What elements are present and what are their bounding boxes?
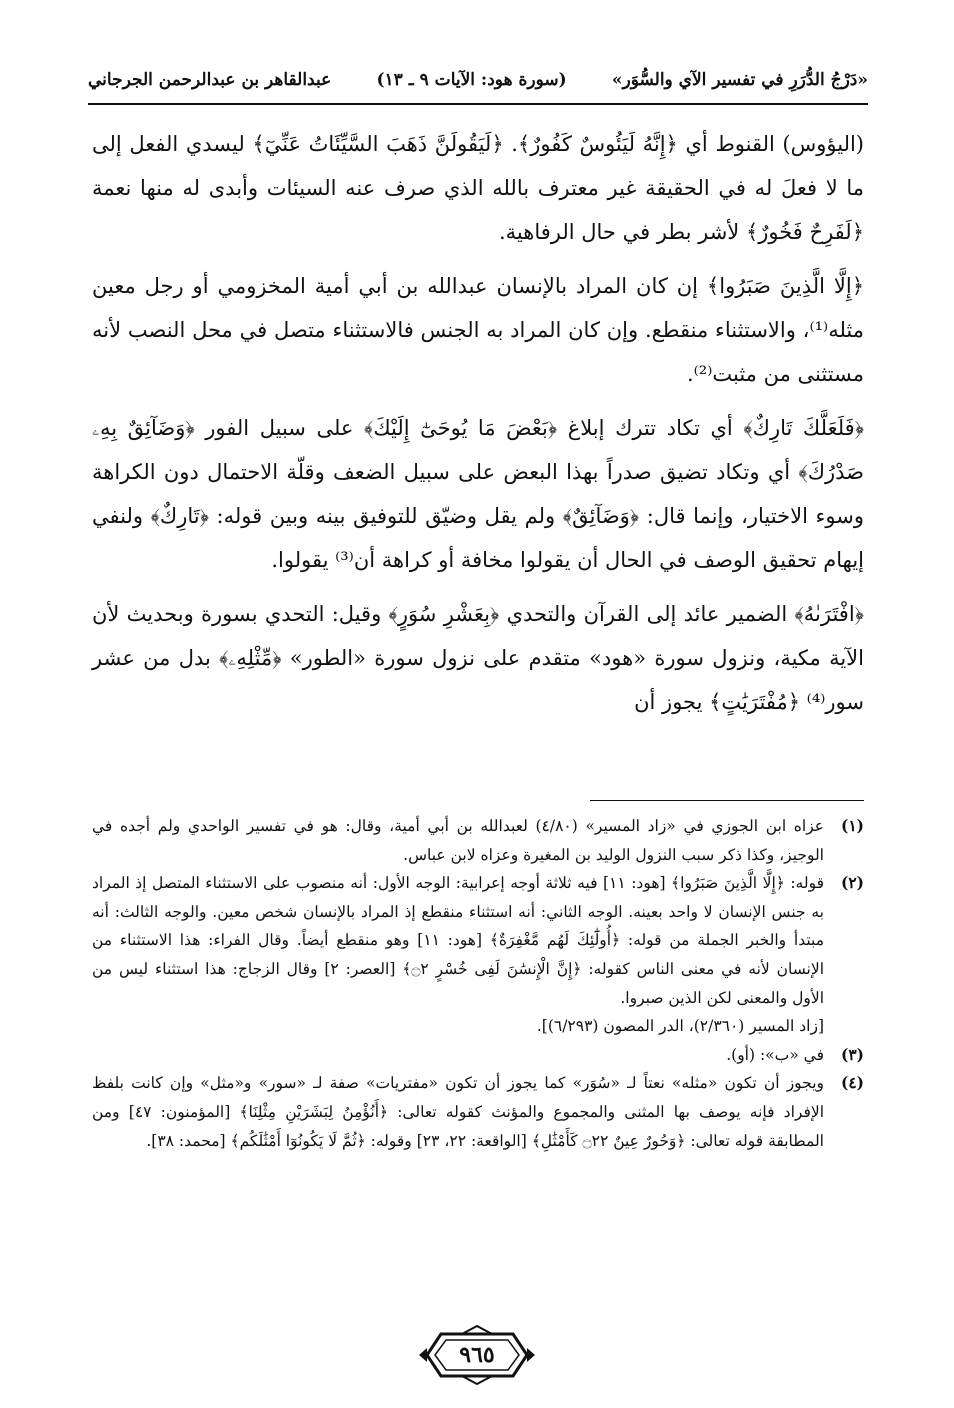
footnote-text: عزاه ابن الجوزي في «زاد المسير» (٤/٨٠) لعبدالله بن أبي أمية، وقال: هو في تفسير الواحدي ولم أجده في الوجيز، وكذا ذكر سبب النزول الوليد بن المغيرة وعزاه لابن عباس. <box>92 817 825 864</box>
footnote-number: (٢) <box>840 873 864 893</box>
footnote-reference: [زاد المسير (٢/٣٦٠)، الدر المصون (٦/٢٩٣)]. <box>536 1017 824 1036</box>
footnote-number: (١) <box>840 816 864 835</box>
header-divider <box>88 103 868 105</box>
section-title: (سورة هود: الآيات ٩ ـ ١٣) <box>376 70 567 90</box>
paragraph: ﴿فَلَعَلَّكَ تَارِكٌ﴾ أي تكاد تترك إبلاغ ﴿بَعْضَ مَا يُوحَىٰٓ إِلَيْكَ﴾ على سبيل الفور ﴿وَضَآئِقٌ بِهِۦ صَدْرُكَ﴾ أي وتكاد تضيق صدراً بهذا البعض على سبيل الضعف وقلّة الاحتمال دون الكراهة وسوء الاختيار، وإنما قال: ﴿وَضَآئِقٌ﴾ ولم يقل وضيّق للتوفيق بينه وبين قوله: ﴿تَارِكٌ﴾ ولنفي إيهام تحقيق الوصف في الحال أن يقولوا مخافة أو كراهة أن⁽³⁾ يقولوا. <box>92 416 864 572</box>
footnotes <box>92 812 864 1155</box>
footnote-text: ويجوز أن تكون «مثله» نعتاً لـ «سُوَر» كما يجوز أن تكون «مفتريات» صفة لـ «سور» و«مثل» وإن كانت بلفظ الإفراد فإنه يوصف بها المثنى والمجموع والمؤنث كقوله تعالى: ﴿أَنُؤْمِنُ لِبَشَرَيْنِ مِثْلِنَا﴾ [المؤمنون: ٤٧] ومن المطابقة قوله تعالى: ﴿وَحُورٌ عِينٌ ۝٢٢ كَأَمْثَٰلِ﴾ [الواقعة: ٢٢، ٢٣] وقوله: ﴿ثُمَّ لَا يَكُونُوٓا أَمْثَٰلَكُم﴾ [محمد: ٣٨]. <box>92 1074 824 1150</box>
running-header <box>88 60 868 100</box>
footnote <box>92 1041 864 1070</box>
footnote-divider <box>590 800 864 801</box>
footnote-number: (٤) <box>840 1073 864 1093</box>
footnote-text: قوله: ﴿إِلَّا الَّذِينَ صَبَرُوا﴾ [هود: ١١] فيه ثلاثة أوجه إعرابية: الوجه الأول: أنه منصوب على الاستثناء المتصل إذ المراد به جنس الإنسان لا واحد بعينه. الوجه الثاني: أنه استثناء منقطع إذ المراد بالإنسان شخص معين. والوجه الثالث: أنه مبتدأ والخبر الجملة من قوله: ﴿أُولَٰٓئِكَ لَهُم مَّغْفِرَةٌ﴾ [هود: ١١] وهو منقطع أيضاً. وقال الفراء: هذا الاستثناء من الإنسان لأنه في معنى الناس كقوله: ﴿إِنَّ الْإِنسَٰنَ لَفِى خُسْرٍ ۝٢﴾ [العصر: ٢] وقال الزجاج: هذا استثناء ليس من الأول والمعنى لكن الذين صبروا. <box>92 874 825 1007</box>
book-title: «دَرْجُ الدُّرَرِ في تفسير الآي والسُّوَر» <box>611 70 868 90</box>
footnote-text: في «ب»: (أو). <box>726 1045 824 1064</box>
page-number: ٩٦٥ <box>459 1342 495 1368</box>
footnote <box>92 812 864 869</box>
footnote <box>92 1069 864 1155</box>
author-name: عبدالقاهر بن عبدالرحمن الجرجاني <box>88 70 332 90</box>
main-text <box>92 122 864 734</box>
footnote-number: (٣) <box>840 1044 864 1064</box>
page-number-ornament <box>417 1324 537 1386</box>
paragraph: (اليؤوس) القنوط أي ﴿إِنَّهُ لَيَئُوسٌ كَفُورٌ﴾. ﴿لَيَقُولَنَّ ذَهَبَ السَّيِّئَاتُ عَنِّيٓ﴾ ليسدي الفعل إلى ما لا فعلَ له في الحقيقة غير معترف بالله الذي صرف عنه السيئات وأبدى له منها نعمة ﴿لَفَرِحٌ فَخُورٌ﴾ لأشر بطر في حال الرفاهية. <box>92 132 864 244</box>
footnote <box>92 869 864 1012</box>
paragraph: ﴿افْتَرَىٰهُ﴾ الضمير عائد إلى القرآن والتحدي ﴿بِعَشْرِ سُوَرٍ﴾ وقيل: التحدي بسورة وبحديث لأن الآية مكية، ونزول سورة «هود» متقدم على نزول سورة «الطور» ﴿مِّثْلِهِۦ﴾ بدل من عشر سور⁽⁴⁾ ﴿مُفْتَرَيَٰتٍ﴾ يجوز أن <box>92 602 864 714</box>
paragraph: ﴿إِلَّا الَّذِينَ صَبَرُوا﴾ إن كان المراد بالإنسان عبدالله بن أبي أمية المخزومي أو رجل معين مثله⁽¹⁾، والاستثناء منقطع. وإن كان المراد به الجنس فالاستثناء متصل في محل النصب لأنه مستثنى من مثبت⁽²⁾. <box>92 274 864 386</box>
